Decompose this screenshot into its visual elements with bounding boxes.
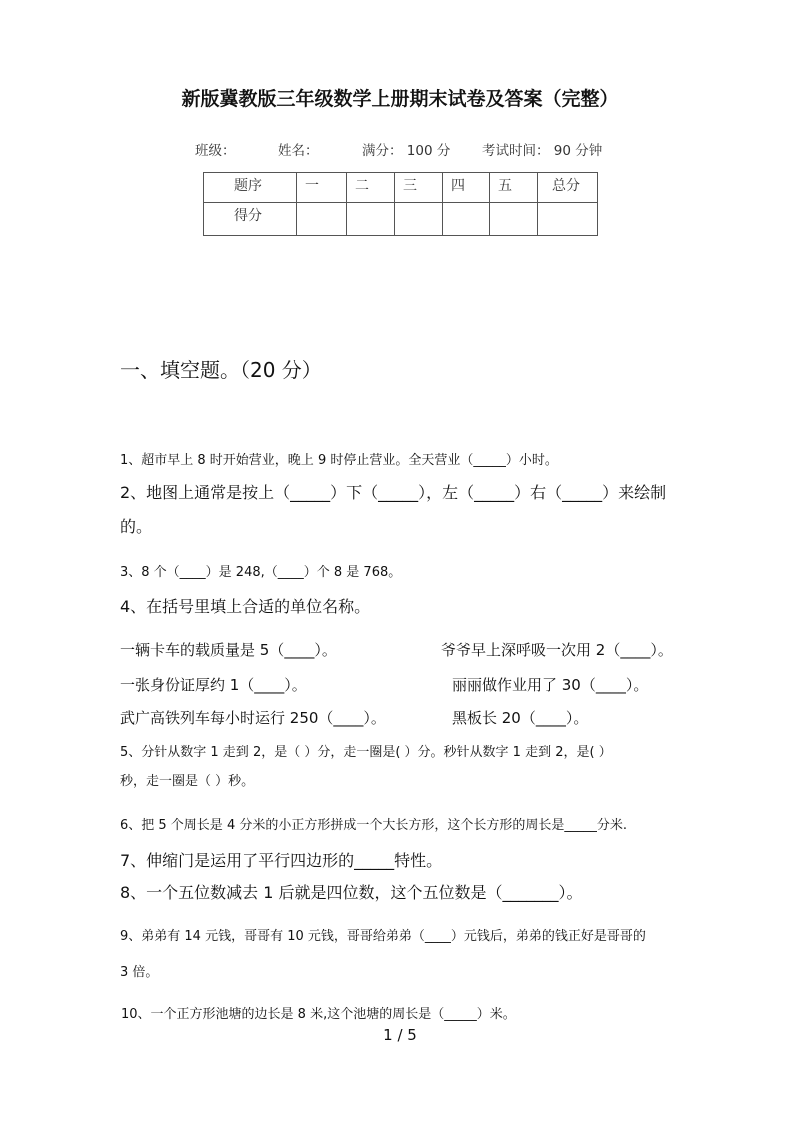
question-5-cont: 秒，走一圈是（ ）秒。 — [120, 774, 255, 789]
table-cell: 一 — [297, 173, 347, 203]
score-table — [203, 172, 598, 236]
table-cell: 得分 — [204, 203, 297, 236]
question-10: 10、一个正方形池塘的边长是 8 米,这个池塘的周长是（_____）米。 — [121, 1007, 516, 1022]
question-4: 4、在括号里填上合适的单位名称。 — [120, 597, 371, 616]
score-cell[interactable] — [297, 203, 347, 236]
table-cell: 四 — [443, 173, 490, 203]
table-cell: 总分 — [538, 173, 598, 203]
question-6: 6、把 5 个周长是 4 分米的小正方形拼成一个大长方形，这个长方形的周长是_____分米. — [120, 818, 627, 833]
table-cell: 题序 — [204, 173, 297, 203]
table-cell: 五 — [490, 173, 538, 203]
q4-item: 一张身份证厚约 1（____）。 — [120, 676, 307, 694]
q4-item: 武广高铁列车每小时运行 250（____）。 — [120, 709, 386, 727]
score-cell[interactable] — [395, 203, 443, 236]
question-5: 5、分针从数字 1 走到 2，是（ ）分，走一圈是( ）分。秒针从数字 1 走到 2，是( ） — [120, 745, 612, 760]
question-8: 8、一个五位数减去 1 后就是四位数，这个五位数是（_______）。 — [120, 883, 583, 902]
question-3: 3、8 个（____）是 248,（____）个 8 是 768。 — [120, 565, 402, 580]
page-number: 1 / 5 — [383, 1026, 417, 1044]
q4-item: 一辆卡车的载质量是 5（____）。 — [120, 641, 337, 659]
table-row — [204, 173, 598, 203]
full-score: 满分： 100 分 — [362, 143, 451, 159]
document-title: 新版冀教版三年级数学上册期末试卷及答案（完整） — [181, 88, 619, 110]
score-cell[interactable] — [443, 203, 490, 236]
question-9-cont: 3 倍。 — [120, 965, 159, 980]
table-cell: 三 — [395, 173, 443, 203]
question-1: 1、超市早上 8 时开始营业，晚上 9 时停止营业。全天营业（_____）小时。 — [120, 453, 558, 468]
question-7: 7、伸缩门是运用了平行四边形的_____特性。 — [120, 851, 443, 870]
q4-item: 黑板长 20（____）。 — [452, 709, 589, 727]
score-cell[interactable] — [538, 203, 598, 236]
q4-item: 丽丽做作业用了 30（____）。 — [452, 676, 649, 694]
class-label: 班级： — [195, 143, 236, 159]
table-row — [204, 203, 598, 236]
table-cell: 二 — [347, 173, 395, 203]
score-cell[interactable] — [490, 203, 538, 236]
score-cell[interactable] — [347, 203, 395, 236]
exam-time: 考试时间： 90 分钟 — [482, 143, 603, 159]
question-2-cont: 的。 — [120, 517, 153, 536]
section-heading: 一、填空题。（20 分） — [120, 358, 322, 382]
question-2: 2、地图上通常是按上（_____）下（_____），左（_____）右（_____）来绘制 — [120, 483, 667, 502]
question-9: 9、弟弟有 14 元钱，哥哥有 10 元钱，哥哥给弟弟（____）元钱后，弟弟的钱正好是哥哥的 — [120, 929, 646, 944]
name-label: 姓名： — [278, 143, 319, 159]
q4-item: 爷爷早上深呼吸一次用 2（____）。 — [441, 641, 673, 659]
